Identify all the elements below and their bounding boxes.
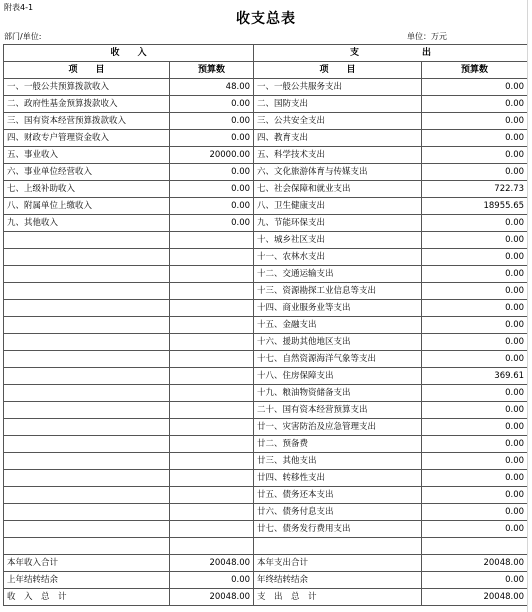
income-item-cell[interactable]: 上年结转结余: [4, 572, 170, 589]
expense-value-cell[interactable]: 20048.00: [422, 589, 528, 606]
income-value-cell[interactable]: 0.00: [170, 198, 254, 215]
income-item-cell[interactable]: 八、附属单位上缴收入: [4, 198, 170, 215]
income-item-cell[interactable]: [4, 266, 170, 283]
column-header-row: [4, 62, 528, 79]
expense-item-cell[interactable]: 廿二、预备费: [254, 436, 422, 453]
expense-item-cell[interactable]: 十六、援助其他地区支出: [254, 334, 422, 351]
income-value-cell[interactable]: 0.00: [170, 215, 254, 232]
income-value-cell[interactable]: [170, 283, 254, 300]
income-item-cell[interactable]: [4, 453, 170, 470]
table-row: [4, 96, 528, 113]
income-value-cell[interactable]: [170, 368, 254, 385]
table-row: [4, 521, 528, 538]
expense-header[interactable]: 支 出: [254, 45, 528, 62]
income-item-cell[interactable]: [4, 334, 170, 351]
table-row: [4, 487, 528, 504]
expense-item-cell[interactable]: 十、城乡社区支出: [254, 232, 422, 249]
income-item-cell[interactable]: 一、一般公共预算拨款收入: [4, 79, 170, 96]
total-row: [4, 572, 528, 589]
income-value-cell[interactable]: [170, 351, 254, 368]
expense-item-cell[interactable]: 三、公共安全支出: [254, 113, 422, 130]
expense-value-cell[interactable]: 0.00: [422, 147, 528, 164]
expense-value-cell[interactable]: 0.00: [422, 470, 528, 487]
income-value-cell[interactable]: 20048.00: [170, 555, 254, 572]
empty-cell[interactable]: [422, 538, 528, 555]
empty-cell[interactable]: [4, 538, 170, 555]
expense-value-cell[interactable]: 0.00: [422, 402, 528, 419]
income-item-cell[interactable]: 收 入 总 计: [4, 589, 170, 606]
income-value-cell[interactable]: [170, 453, 254, 470]
expense-item-cell[interactable]: 十二、交通运输支出: [254, 266, 422, 283]
expense-item-cell[interactable]: 四、教育支出: [254, 130, 422, 147]
expense-item-cell[interactable]: 廿一、灾害防治及应急管理支出: [254, 419, 422, 436]
expense-value-cell[interactable]: 0.00: [422, 487, 528, 504]
income-value-cell[interactable]: [170, 249, 254, 266]
expense-value-cell[interactable]: 722.73: [422, 181, 528, 198]
income-item-cell[interactable]: [4, 504, 170, 521]
table-row: [4, 402, 528, 419]
income-item-cell[interactable]: 二、政府性基金预算拨款收入: [4, 96, 170, 113]
table-row: [4, 215, 528, 232]
table-row: [4, 283, 528, 300]
income-value-cell[interactable]: [170, 232, 254, 249]
expense-value-cell[interactable]: 0.00: [422, 96, 528, 113]
table-row: [4, 198, 528, 215]
expense-item-cell[interactable]: 十五、金融支出: [254, 317, 422, 334]
table-row: [4, 147, 528, 164]
expense-value-cell[interactable]: 0.00: [422, 317, 528, 334]
income-value-cell[interactable]: [170, 419, 254, 436]
income-value-cell[interactable]: 0.00: [170, 130, 254, 147]
table-row: [4, 453, 528, 470]
expense-item-cell[interactable]: 年终结转结余: [254, 572, 422, 589]
sheet-gridline: [527, 0, 532, 612]
expense-value-cell[interactable]: 0.00: [422, 351, 528, 368]
income-value-cell[interactable]: [170, 300, 254, 317]
expense-value-cell[interactable]: 369.61: [422, 368, 528, 385]
income-item-cell[interactable]: [4, 368, 170, 385]
income-item-cell[interactable]: 五、事业收入: [4, 147, 170, 164]
expense-item-cell[interactable]: 二十、国有资本经营预算支出: [254, 402, 422, 419]
expense-item-header[interactable]: 项 目: [254, 62, 422, 79]
expense-item-cell[interactable]: 廿七、债务发行费用支出: [254, 521, 422, 538]
income-value-cell[interactable]: 0.00: [170, 164, 254, 181]
income-value-cell[interactable]: [170, 385, 254, 402]
empty-cell[interactable]: [170, 538, 254, 555]
income-item-cell[interactable]: 七、上级补助收入: [4, 181, 170, 198]
expense-value-cell[interactable]: 0.00: [422, 453, 528, 470]
expense-item-cell[interactable]: 廿三、其他支出: [254, 453, 422, 470]
attachment-label: 附表4-1: [4, 3, 34, 12]
table-row: [4, 232, 528, 249]
income-value-cell[interactable]: [170, 436, 254, 453]
empty-cell[interactable]: [254, 538, 422, 555]
income-value-cell[interactable]: [170, 521, 254, 538]
table-row: [4, 79, 528, 96]
expense-value-cell[interactable]: 0.00: [422, 436, 528, 453]
income-item-cell[interactable]: [4, 283, 170, 300]
income-item-cell[interactable]: 四、财政专户管理资金收入: [4, 130, 170, 147]
table-row: [4, 334, 528, 351]
income-item-cell[interactable]: [4, 402, 170, 419]
expense-item-cell[interactable]: 廿五、债务还本支出: [254, 487, 422, 504]
expense-item-cell[interactable]: 廿四、转移性支出: [254, 470, 422, 487]
income-value-cell[interactable]: [170, 334, 254, 351]
income-value-cell[interactable]: [170, 470, 254, 487]
expense-value-cell[interactable]: 0.00: [422, 334, 528, 351]
expense-value-cell[interactable]: 0.00: [422, 385, 528, 402]
table-row: [4, 249, 528, 266]
income-item-cell[interactable]: [4, 470, 170, 487]
table-row: [4, 266, 528, 283]
income-value-cell[interactable]: 48.00: [170, 79, 254, 96]
expense-value-cell[interactable]: 0.00: [422, 130, 528, 147]
income-header[interactable]: 收 入: [4, 45, 254, 62]
expense-value-cell[interactable]: 0.00: [422, 572, 528, 589]
expense-item-cell[interactable]: 本年支出合计: [254, 555, 422, 572]
section-header-row: [4, 45, 528, 62]
expense-item-cell[interactable]: 十三、资源勘探工业信息等支出: [254, 283, 422, 300]
expense-item-cell[interactable]: 一、一般公共服务支出: [254, 79, 422, 96]
expense-item-cell[interactable]: 八、卫生健康支出: [254, 198, 422, 215]
unit-label: 单位：万元: [407, 32, 447, 41]
table-row: [4, 504, 528, 521]
expense-value-cell[interactable]: 0.00: [422, 232, 528, 249]
expense-value-cell[interactable]: 0.00: [422, 504, 528, 521]
income-item-cell[interactable]: [4, 249, 170, 266]
expense-item-cell[interactable]: 五、科学技术支出: [254, 147, 422, 164]
income-item-cell[interactable]: 九、其他收入: [4, 215, 170, 232]
expense-item-cell[interactable]: 支 出 总 计: [254, 589, 422, 606]
income-value-cell[interactable]: 0.00: [170, 572, 254, 589]
income-item-cell[interactable]: [4, 436, 170, 453]
income-item-cell[interactable]: 本年收入合计: [4, 555, 170, 572]
income-value-cell[interactable]: 20048.00: [170, 589, 254, 606]
income-value-cell[interactable]: 0.00: [170, 113, 254, 130]
table-row: [4, 385, 528, 402]
table-row: [4, 300, 528, 317]
income-item-cell[interactable]: [4, 487, 170, 504]
income-item-cell[interactable]: [4, 385, 170, 402]
expense-budget-header[interactable]: 预算数: [422, 62, 528, 79]
table-row: [4, 470, 528, 487]
total-row: [4, 589, 528, 606]
expense-item-cell[interactable]: 十八、住房保障支出: [254, 368, 422, 385]
expense-item-cell[interactable]: 十九、粮油物资储备支出: [254, 385, 422, 402]
table-row: [4, 317, 528, 334]
income-item-cell[interactable]: [4, 317, 170, 334]
expense-value-cell[interactable]: 18955.65: [422, 198, 528, 215]
expense-value-cell[interactable]: 20048.00: [422, 555, 528, 572]
page-title: 收支总表: [236, 11, 296, 27]
expense-item-cell[interactable]: 十七、自然资源海洋气象等支出: [254, 351, 422, 368]
expense-item-cell[interactable]: 七、社会保障和就业支出: [254, 181, 422, 198]
table-row: [4, 351, 528, 368]
table-row: [4, 130, 528, 147]
table-row: [4, 436, 528, 453]
income-item-header[interactable]: 项 目: [4, 62, 170, 79]
expense-item-cell[interactable]: 十一、农林水支出: [254, 249, 422, 266]
table-row: [4, 113, 528, 130]
income-value-cell[interactable]: [170, 504, 254, 521]
table-row: [4, 164, 528, 181]
income-item-cell[interactable]: 三、国有资本经营预算拨款收入: [4, 113, 170, 130]
income-item-cell[interactable]: [4, 351, 170, 368]
table-row: [4, 368, 528, 385]
income-value-cell[interactable]: 0.00: [170, 96, 254, 113]
income-value-cell[interactable]: [170, 266, 254, 283]
expense-value-cell[interactable]: 0.00: [422, 164, 528, 181]
expense-item-cell[interactable]: 十四、商业服务业等支出: [254, 300, 422, 317]
expense-value-cell[interactable]: 0.00: [422, 249, 528, 266]
expense-item-cell[interactable]: 九、节能环保支出: [254, 215, 422, 232]
total-row: [4, 555, 528, 572]
income-item-cell[interactable]: [4, 300, 170, 317]
income-item-cell[interactable]: [4, 419, 170, 436]
expense-value-cell[interactable]: 0.00: [422, 521, 528, 538]
income-value-cell[interactable]: [170, 487, 254, 504]
empty-row: [4, 538, 528, 555]
income-value-cell[interactable]: [170, 402, 254, 419]
expense-value-cell[interactable]: 0.00: [422, 79, 528, 96]
income-budget-header[interactable]: 预算数: [170, 62, 254, 79]
income-item-cell[interactable]: [4, 521, 170, 538]
table-row: [4, 419, 528, 436]
expense-value-cell[interactable]: 0.00: [422, 419, 528, 436]
budget-summary-table: [3, 44, 528, 606]
department-label: 部门/单位:: [4, 32, 42, 41]
expense-value-cell[interactable]: 0.00: [422, 215, 528, 232]
expense-item-cell[interactable]: 二、国防支出: [254, 96, 422, 113]
expense-value-cell[interactable]: 0.00: [422, 283, 528, 300]
expense-item-cell[interactable]: 六、文化旅游体育与传媒支出: [254, 164, 422, 181]
income-value-cell[interactable]: 20000.00: [170, 147, 254, 164]
income-item-cell[interactable]: 六、事业单位经营收入: [4, 164, 170, 181]
expense-value-cell[interactable]: 0.00: [422, 113, 528, 130]
income-value-cell[interactable]: [170, 317, 254, 334]
expense-value-cell[interactable]: 0.00: [422, 266, 528, 283]
table-row: [4, 181, 528, 198]
expense-value-cell[interactable]: 0.00: [422, 300, 528, 317]
income-value-cell[interactable]: 0.00: [170, 181, 254, 198]
expense-item-cell[interactable]: 廿六、债务付息支出: [254, 504, 422, 521]
income-item-cell[interactable]: [4, 232, 170, 249]
